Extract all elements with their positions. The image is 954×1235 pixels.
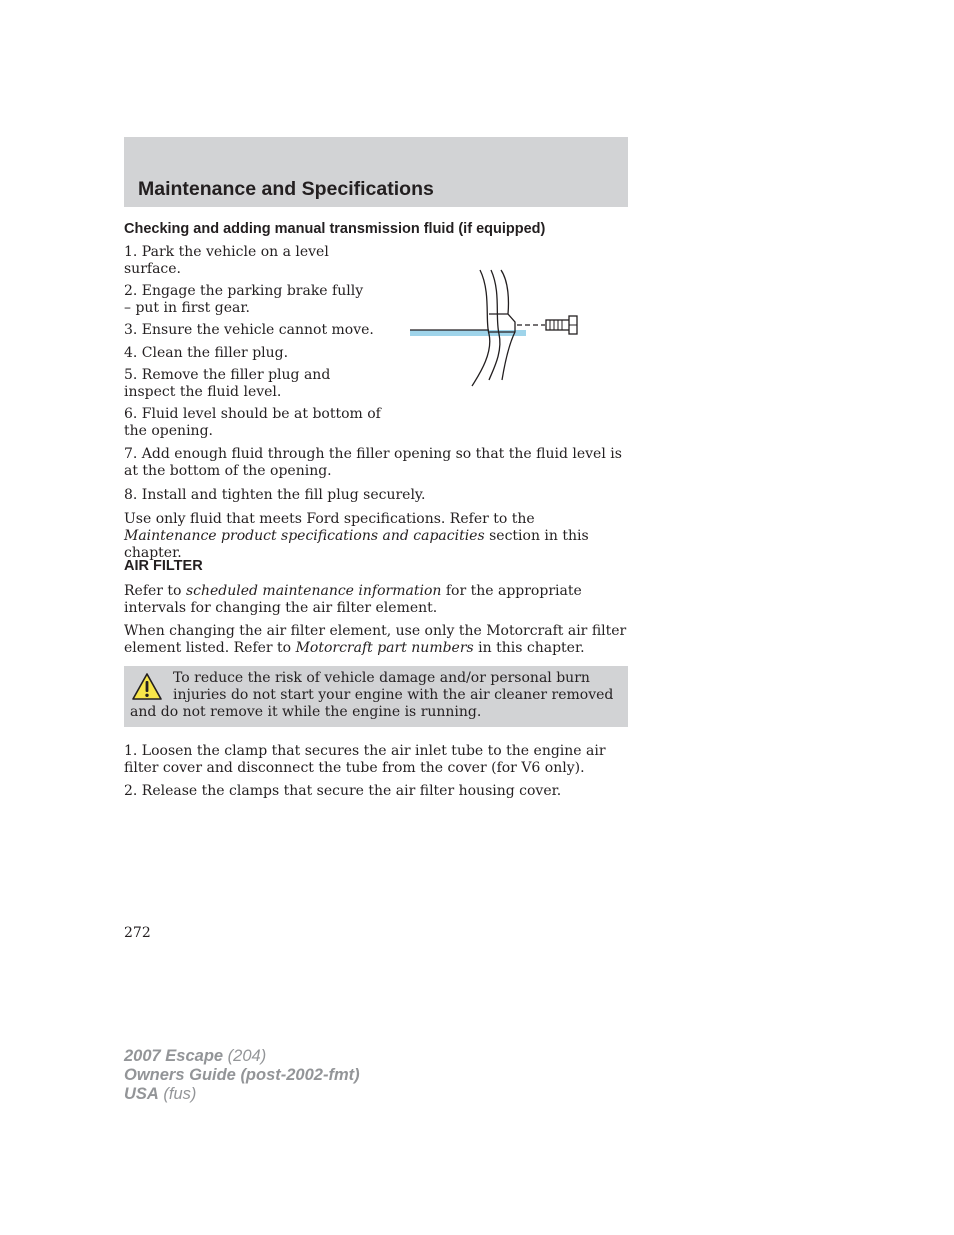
footer-line-2: Owners Guide (post-2002-fmt) (124, 1066, 360, 1084)
air-filter-step-2: 2. Release the clamps that secure the air filter housing cover. (124, 783, 562, 799)
transmission-step-6: 6. Fluid level should be at bottom of the opening. (124, 406, 381, 439)
footer-line-1: 2007 Escape (204) (124, 1047, 267, 1065)
transmission-step-3: 3. Ensure the vehicle cannot move. (124, 322, 374, 338)
transmission-step-8: 8. Install and tighten the fill plug securely. (124, 487, 426, 503)
air-filter-paragraph-1: Refer to scheduled maintenance information for the appropriate intervals for changing the air filter element. (124, 583, 582, 616)
maintenance-info-reference: scheduled maintenance information (185, 583, 442, 599)
air-filter-step-1: 1. Loosen the clamp that secures the air inlet tube to the engine air filter cover and disconnect the tube from the cover (for V6 only). (124, 743, 606, 776)
transmission-step-7: 7. Add enough fluid through the filler opening so that the fluid level is at the bottom of the opening. (124, 446, 622, 479)
page-number: 272 (124, 925, 151, 941)
warning-text: To reduce the risk of vehicle damage and/or personal burn injuries do not start your engine with the air cleaner removed and do not remove it while the engine is running. (130, 670, 614, 720)
warning-box (124, 666, 628, 727)
transmission-filler-plug-illustration (405, 262, 585, 392)
transmission-fluid-heading: Checking and adding manual transmission fluid (if equipped) (124, 221, 546, 237)
fluid-spec-reference: Maintenance product specifications and capacities (124, 528, 485, 544)
transmission-step-4: 4. Clean the filler plug. (124, 345, 289, 361)
fluid-spec-note: Use only fluid that meets Ford specifications. Refer to the Maintenance product specifications and capacities section in this chapter. (124, 511, 589, 561)
transmission-step-2: 2. Engage the parking brake fully – put in first gear. (124, 283, 364, 316)
transmission-step-1: 1. Park the vehicle on a level surface. (124, 244, 329, 277)
document-footer (124, 1047, 360, 1104)
transmission-step-5: 5. Remove the filler plug and inspect the fluid level. (124, 367, 331, 400)
air-filter-heading: AIR FILTER (124, 558, 203, 574)
part-numbers-reference: Motorcraft part numbers (295, 640, 474, 656)
footer-line-3: USA (fus) (124, 1085, 197, 1103)
section-header-band (124, 137, 628, 207)
section-title: Maintenance and Specifications (138, 178, 434, 200)
air-filter-paragraph-2: When changing the air filter element, use only the Motorcraft air filter element listed. Refer to Motorcraft part numbers in this chapter. (124, 623, 627, 656)
